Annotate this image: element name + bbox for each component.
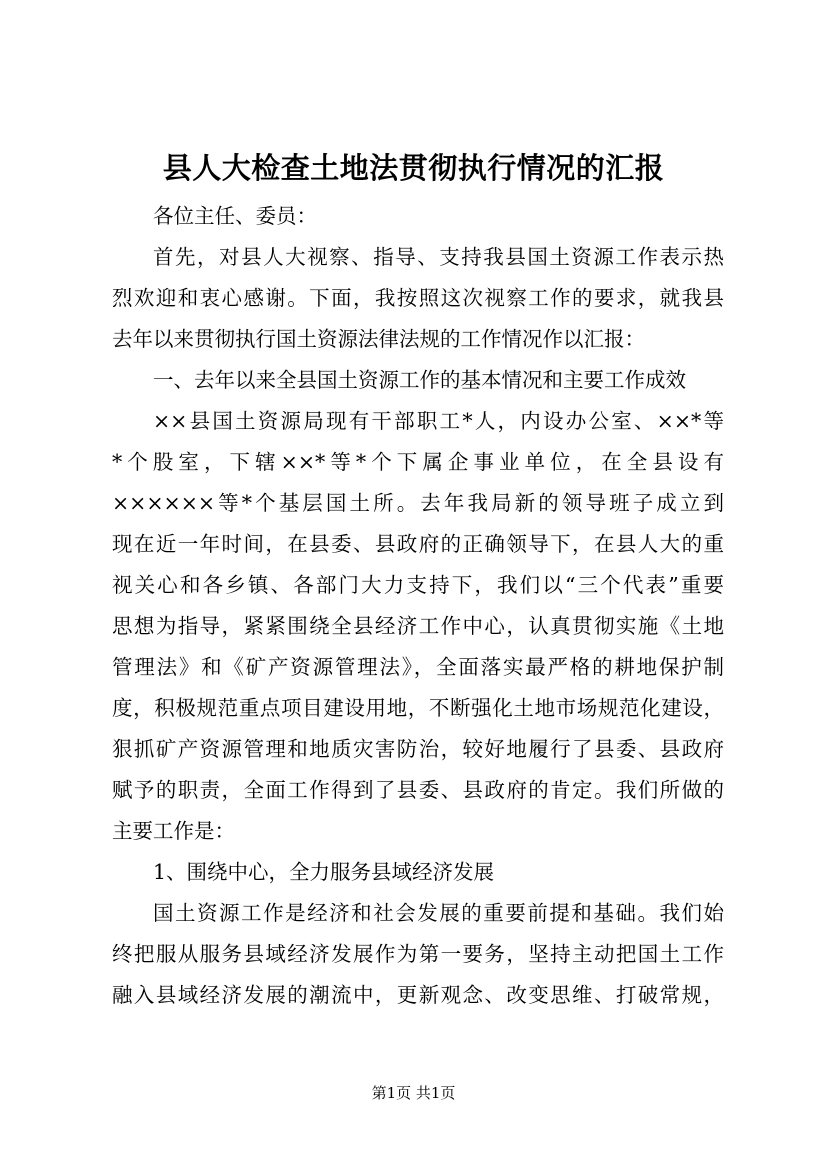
body-line: 融入县域经济发展的潮流中，更新观念、改变思维、打破常规， — [112, 983, 724, 1007]
body-line: 各位主任、委员： — [153, 204, 317, 228]
body-line: 主要工作是： — [112, 819, 235, 843]
body-line: ××××××等*个基层国土所。去年我局新的领导班子成立到 — [112, 491, 724, 515]
body-line: 烈欢迎和衷心感谢。下面，我按照这次视察工作的要求，就我县 — [112, 286, 724, 310]
body-line: ××县国土资源局现有干部职工*人，内设办公室、××*等 — [153, 409, 724, 433]
body-line: 现在近一年时间，在县委、县政府的正确领导下，在县人大的重 — [112, 532, 724, 556]
document-title: 县人大检查土地法贯彻执行情况的汇报 — [162, 151, 665, 185]
body-line: *个股室，下辖××*等*个下属企事业单位，在全县设有 — [112, 450, 724, 474]
page-footer: 第1页 共1页 — [371, 1084, 456, 1102]
body-line: 去年以来贯彻执行国土资源法律法规的工作情况作以汇报： — [112, 327, 645, 351]
document-body — [112, 196, 724, 1016]
body-line: 管理法》和《矿产资源管理法》，全面落实最严格的耕地保护制 — [112, 655, 724, 679]
body-line: 赋予的职责，全面工作得到了县委、县政府的肯定。我们所做的 — [112, 778, 724, 802]
body-line: 一、去年以来全县国土资源工作的基本情况和主要工作成效 — [153, 368, 686, 392]
body-line: 国土资源工作是经济和社会发展的重要前提和基础。我们始 — [153, 901, 724, 925]
body-line: 首先，对县人大视察、指导、支持我县国土资源工作表示热 — [153, 245, 724, 269]
body-line: 视关心和各乡镇、各部门大力支持下，我们以“三个代表”重要 — [112, 573, 724, 597]
body-line: 1、围绕中心，全力服务县域经济发展 — [153, 860, 495, 884]
body-line: 思想为指导，紧紧围绕全县经济工作中心，认真贯彻实施《土地 — [112, 614, 724, 638]
body-line: 度，积极规范重点项目建设用地，不断强化土地市场规范化建设， — [112, 696, 724, 720]
body-line: 终把服从服务县域经济发展作为第一要务，坚持主动把国土工作 — [112, 942, 724, 966]
body-line: 狠抓矿产资源管理和地质灾害防治，较好地履行了县委、县政府 — [112, 737, 724, 761]
